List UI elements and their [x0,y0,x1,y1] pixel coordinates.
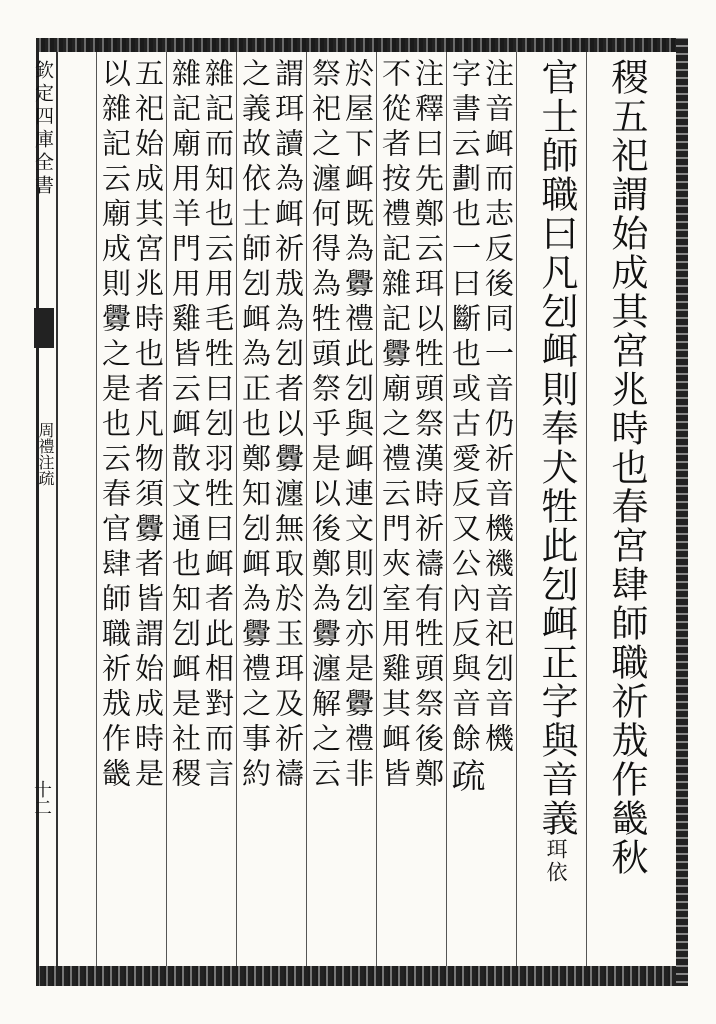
column-text: 官士師職曰凡刉衈則奉犬牲此刉衈正字與音義 [535,58,578,838]
margin-folio-number: 十二 [31,780,52,816]
text-column-3 [481,58,515,964]
column-text: 謂珥讀為衈祈㦲為刉者以釁瀍無取於玉珥及祈禱 [271,58,305,793]
column-rule [586,52,587,966]
text-column-9 [271,58,305,964]
column-text: 於屋下衈既為釁禮此刉與衈連文則刉亦是釁禮非 [341,58,375,793]
column-text: 注釋曰先鄭云珥以牲頭祭漢時祈禱有牲頭祭後鄭 [411,58,445,793]
page-border-top [36,38,688,52]
column-annotation: 珥依 [544,838,568,884]
text-column-11 [201,58,235,964]
column-text: 以雜記云廟成則釁之是也云春官肆師職祈㦲作畿 [98,58,132,793]
shu-marker: 疏 [445,758,485,798]
text-column-14 [98,58,132,964]
column-text: 注音衈而志反後同一音仍祈音機禨音祀刉音機 [481,58,515,758]
text-column-12 [168,58,202,964]
text-column-2 [528,58,576,964]
column-text: 字書云劃也一曰斷也或古愛反又公內反與音餘 [448,58,482,758]
margin-rule [56,52,58,966]
column-rule [166,52,167,966]
text-column-1 [598,58,646,964]
text-column-5 [411,58,445,964]
margin-caption: 周禮注疏 [36,422,55,486]
column-rule [236,52,237,966]
text-column-8 [308,58,342,964]
page-border-bottom [36,966,688,986]
column-text: 雜記廟用羊門用雞皆云衈散文通也知刉衈是社稷 [168,58,202,793]
column-rule [376,52,377,966]
text-column-4 [445,58,485,964]
text-column-6 [378,58,412,964]
text-column-13 [131,58,165,964]
column-rule [516,52,517,966]
margin-fishtail-mark [34,308,54,348]
column-rule [306,52,307,966]
column-rule [96,52,97,966]
column-text: 雜記而知也云用毛牲曰刉羽牲曰衈者此相對而言 [201,58,235,793]
column-text: 不從者按禮記雜記釁廟之禮云門夾室用雞其衈皆 [378,58,412,793]
column-rule [446,52,447,966]
column-text: 之義故依士師刉衈為正也鄭知刉衈為釁禮之事約 [238,58,272,793]
text-column-7 [341,58,375,964]
margin-book-title: 欽定四庫全書 [32,60,54,198]
column-text: 稷五祀謂始成其宮兆時也春宮肆師職祈㦲作畿秋 [605,58,648,877]
column-text: 五祀始成其宮兆時也者凡物須釁者皆謂始成時是 [131,58,165,793]
column-text: 祭祀之瀍何得為牲頭祭乎是以後鄭為釁瀍解之云 [308,58,342,793]
text-column-10 [238,58,272,964]
page-border-right [676,38,688,986]
